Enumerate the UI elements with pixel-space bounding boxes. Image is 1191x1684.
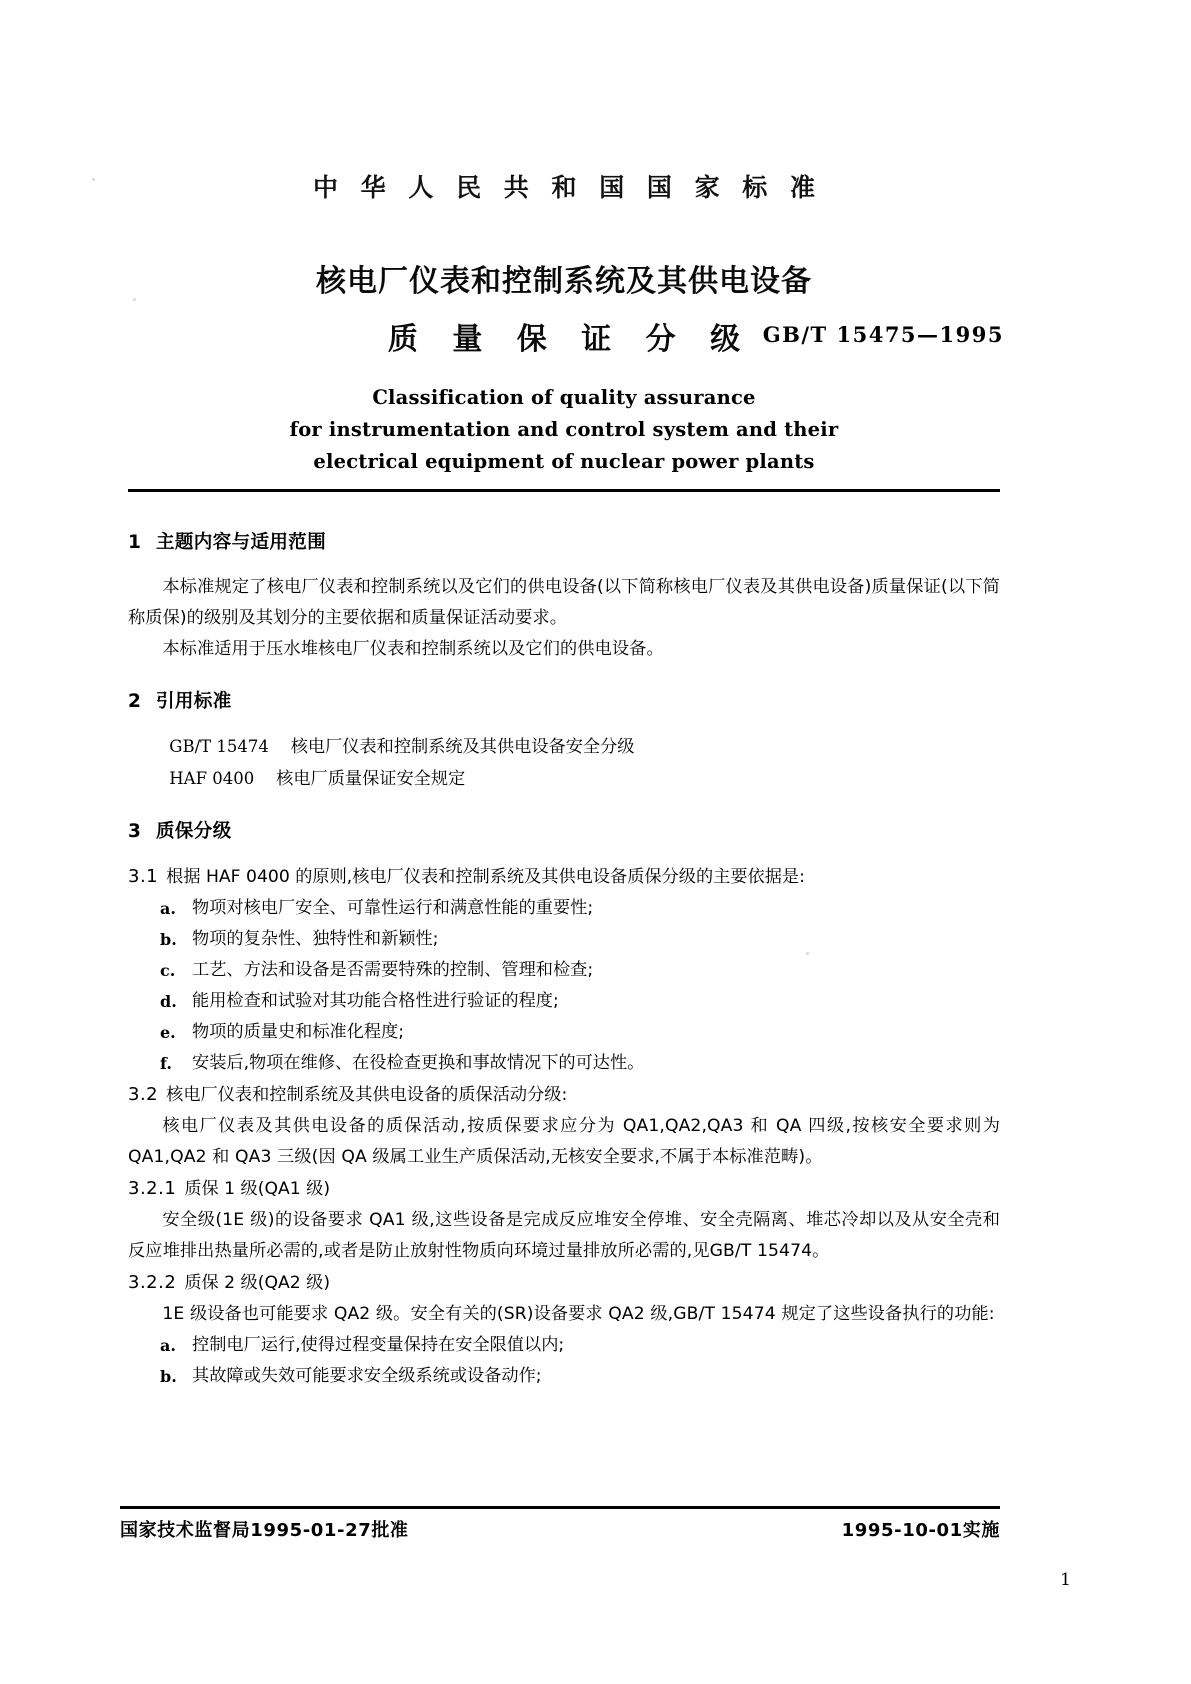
item-text: 其故障或失效可能要求安全级系统或设备动作;: [192, 1366, 542, 1386]
item-label: b.: [160, 1367, 177, 1386]
clause-3-2-1: [128, 1173, 1000, 1205]
item-text: 安装后,物项在维修、在役检查更换和事故情况下的可达性。: [192, 1053, 645, 1073]
item-label: e.: [160, 1023, 176, 1042]
reference-item-1: [128, 731, 1000, 763]
section-1-number: 1: [128, 532, 142, 553]
item-text: 物项对核电厂安全、可靠性运行和满意性能的重要性;: [192, 898, 594, 918]
list-item: [128, 1330, 1000, 1361]
list-item: [128, 986, 1000, 1017]
section-1-paragraph-2: 本标准适用于压水堆核电厂仪表和控制系统以及它们的供电设备。: [162, 639, 664, 659]
item-label: d.: [160, 992, 177, 1011]
item-text: 工艺、方法和设备是否需要特殊的控制、管理和检查;: [192, 960, 594, 980]
list-item: [128, 955, 1000, 986]
list-item: [128, 924, 1000, 955]
item-label: f.: [160, 1054, 172, 1073]
item-text: 能用检查和试验对其功能合格性进行验证的程度;: [192, 991, 559, 1011]
list-item: [128, 1361, 1000, 1392]
section-3-number: 3: [128, 821, 142, 842]
list-item: [128, 1048, 1000, 1079]
clause-3-1-number: 3.1: [128, 866, 159, 887]
standard-number: GB/T 15475—1995: [762, 322, 1004, 347]
title-block: [128, 168, 1004, 478]
clause-3-2-number: 3.2: [128, 1084, 159, 1105]
section-3-heading: [128, 817, 1000, 843]
clause-3-2-2: [128, 1267, 1000, 1299]
english-title-line1: Classification of quality assurance: [372, 386, 756, 409]
clause-3-2-2-number: 3.2.2: [128, 1272, 177, 1293]
document-title-line2: 质 量 保 证 分 级: [387, 322, 753, 357]
document-title-line1: 核电厂仪表和控制系统及其供电设备: [316, 264, 812, 299]
header-divider-rule: [128, 489, 1000, 492]
item-label: b.: [160, 930, 177, 949]
section-2-title: 引用标准: [156, 691, 232, 712]
section-2-heading: [128, 687, 1000, 713]
page-number: 1: [1060, 1570, 1071, 1590]
clause-3-1: [128, 861, 1000, 893]
clause-3-2-1-number: 3.2.1: [128, 1178, 177, 1199]
list-item: [128, 1017, 1000, 1048]
section-3-title: 质保分级: [156, 821, 232, 842]
clause-3-2: [128, 1079, 1000, 1111]
clause-3-2-2-item-list: [128, 1330, 1000, 1392]
section-1-title: 主题内容与适用范围: [156, 532, 327, 553]
document-body: [128, 528, 1000, 1392]
national-standard-header: 中 华 人 民 共 和 国 国 家 标 准: [312, 173, 823, 202]
approval-statement: 国家技术监督局1995-01-27批准: [120, 1520, 409, 1541]
item-label: a.: [160, 899, 176, 918]
clause-3-2-1-heading: 质保 1 级(QA1 级): [184, 1179, 331, 1199]
list-item: [128, 893, 1000, 924]
item-label: c.: [160, 961, 176, 980]
footer-divider-rule: [120, 1506, 1000, 1509]
reference-1-title: 核电厂仪表和控制系统及其供电设备安全分级: [290, 737, 635, 757]
item-text: 控制电厂运行,使得过程变量保持在安全限值以内;: [192, 1335, 565, 1355]
clause-3-1-item-list: [128, 893, 1000, 1079]
reference-1-code: GB/T 15474: [169, 737, 269, 756]
clause-3-2-2-paragraph: 1E 级设备也可能要求 QA2 级。安全有关的(SR)设备要求 QA2 级,GB/T 15474 规定了这些设备执行的功能:: [162, 1304, 995, 1324]
section-1-heading: [128, 528, 1000, 554]
section-2-number: 2: [128, 691, 142, 712]
item-text: 物项的质量史和标准化程度;: [192, 1022, 405, 1042]
english-title: [128, 382, 1000, 478]
clause-3-2-text: 核电厂仪表和控制系统及其供电设备的质保活动分级:: [166, 1085, 568, 1105]
implementation-date: 1995-10-01实施: [841, 1520, 1000, 1541]
clause-3-2-2-heading: 质保 2 级(QA2 级): [184, 1273, 331, 1293]
clause-3-2-paragraph: 核电厂仪表及其供电设备的质保活动,按质保要求应分为 QA1,QA2,QA3 和 QA 四级,按核安全要求则为 QA1,QA2 和 QA3 三级(因 QA 级属工业生产质保活动,无核安全要求,不属于本标准范畴)。: [128, 1116, 1000, 1167]
page-footer: [120, 1516, 1000, 1542]
reference-2-code: HAF 0400: [169, 769, 255, 788]
reference-2-title: 核电厂质量保证安全规定: [276, 769, 466, 789]
title-line2-row: [128, 314, 1004, 357]
english-title-line3: electrical equipment of nuclear power plants: [313, 450, 815, 473]
scan-speckle: [92, 178, 95, 181]
reference-item-2: [128, 763, 1000, 795]
item-label: a.: [160, 1336, 176, 1355]
clause-3-2-1-paragraph: 安全级(1E 级)的设备要求 QA1 级,这些设备是完成反应堆安全停堆、安全壳隔离、堆芯冷却以及从安全壳和反应堆排出热量所必需的,或者是防止放射性物质向环境过量排放所必需的,见GB/T 15474。: [128, 1210, 1000, 1261]
item-text: 物项的复杂性、独特性和新颖性;: [192, 929, 439, 949]
section-1-paragraph-1: 本标准规定了核电厂仪表和控制系统以及它们的供电设备(以下简称核电厂仪表及其供电设备)质量保证(以下简称质保)的级别及其划分的主要依据和质量保证活动要求。: [128, 577, 1000, 628]
clause-3-1-text: 根据 HAF 0400 的原则,核电厂仪表和控制系统及其供电设备质保分级的主要依据是:: [166, 867, 805, 887]
english-title-line2: for instrumentation and control system and their: [289, 418, 839, 441]
